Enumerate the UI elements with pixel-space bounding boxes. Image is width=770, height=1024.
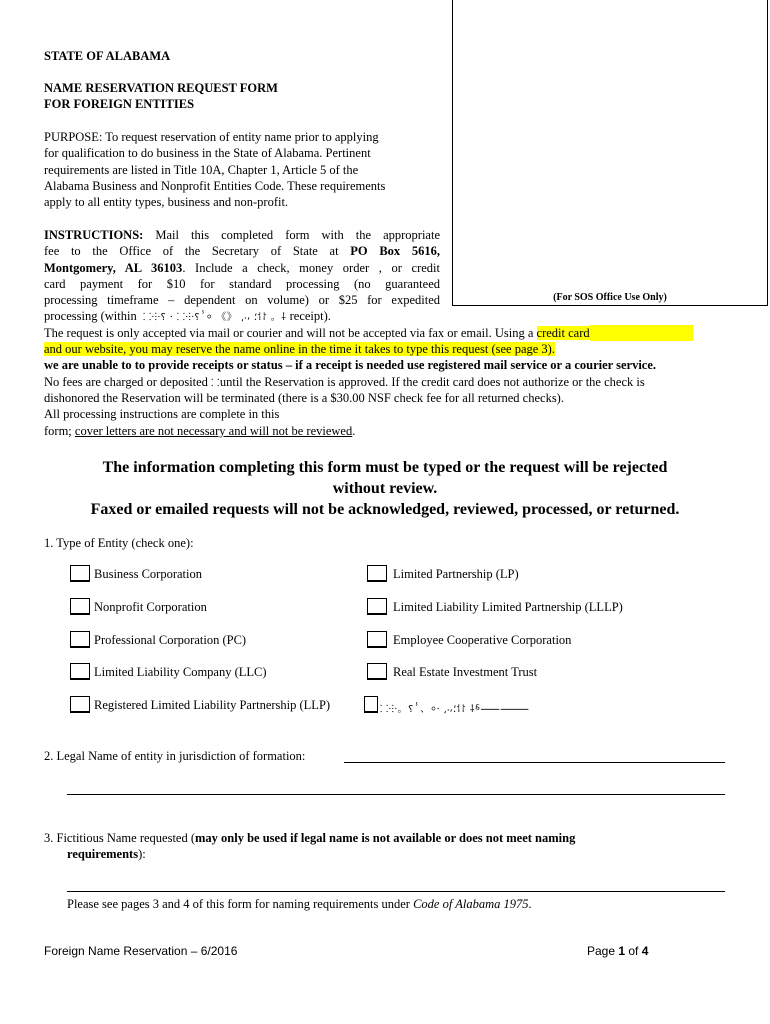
checkbox-limited-partnership[interactable]: [367, 565, 387, 582]
purpose-paragraph: [44, 129, 385, 210]
checkbox-label: Limited Liability Limited Partnership (LLLP): [393, 600, 623, 614]
notice-line: The information completing this form must be typed or the request will be rejected: [102, 459, 668, 476]
note-text: Please see pages 3 and 4 of this form for naming requirements under: [67, 897, 414, 911]
footer-page-number: [587, 944, 648, 958]
checkbox-label: Nonprofit Corporation: [94, 600, 207, 614]
checkbox-other[interactable]: [364, 696, 378, 713]
footer-form-id: Foreign Name Reservation – 6/2016: [44, 944, 238, 958]
checkbox-label: Professional Corporation (PC): [94, 633, 247, 647]
typed-notice: [30, 457, 740, 520]
page-text: of: [625, 944, 642, 958]
entity-type-question: 1. Type of Entity (check one):: [44, 536, 194, 550]
form-title-line-1: NAME RESERVATION REQUEST FORM: [44, 81, 278, 95]
receipts-line: we are unable to to provide receipts or status – if a receipt is needed use registered mail service or a courier service.: [44, 358, 657, 372]
checkbox-label: Limited Partnership (LP): [393, 567, 519, 581]
instructions-text: receipt).: [289, 309, 331, 324]
note-text: .: [528, 897, 532, 911]
city-address: Montgomery, AL 36103: [44, 260, 183, 275]
instructions-text: . Include a check, money order , or credit: [182, 260, 440, 275]
checkbox-llp[interactable]: [70, 696, 90, 713]
checkbox-business-corporation[interactable]: [70, 565, 90, 582]
fictitious-name-label-line: [44, 846, 575, 862]
dishonored-line: dishonored the Reservation will be terminated (there is a $30.00 NSF check fee for all returned checks).: [44, 391, 564, 405]
checkbox-professional-corporation[interactable]: [70, 631, 90, 648]
notice-line: without review.: [332, 480, 438, 497]
purpose-line: Alabama Business and Nonprofit Entities Code. These requirements: [44, 178, 386, 193]
checkbox-llc[interactable]: [70, 663, 90, 680]
checkbox-nonprofit-corporation[interactable]: [70, 598, 90, 615]
fictitious-name-question: [44, 830, 575, 863]
sos-office-use-box: [452, 0, 768, 306]
underlined-text: cover letters are not necessary and will not be reviewed: [74, 424, 353, 438]
cover-letter-line: [44, 423, 355, 439]
sos-office-use-caption: (For SOS Office Use Only): [553, 292, 667, 303]
page-current: 1: [618, 944, 626, 958]
instructions-line: [44, 227, 440, 243]
highlighted-text: credit card: [536, 326, 590, 340]
question-text: ):: [138, 847, 146, 862]
question-text: 3. Fictitious Name requested (: [44, 831, 196, 845]
garbled-text: ⸬⸭。⸮ⸯ、⸰⸱ ⸲⸳⸴⸵⸶⸷ ⸸⸹⸺⸻: [380, 704, 530, 715]
question-bold-text: requirements: [67, 847, 139, 862]
fees-text: No fees are charged or deposited: [44, 375, 212, 389]
cover-letter-text: form;: [44, 424, 75, 438]
purpose-line: requirements are listed in Title 10A, Chapter 1, Article 5 of the: [44, 162, 359, 177]
instructions-line: processing timeframe – dependent on volume) or $25 for expedited: [44, 293, 440, 308]
processing-line: All processing instructions are complete in this: [44, 407, 280, 421]
instructions-line: [44, 260, 440, 276]
instructions-line: [44, 243, 440, 259]
question-bold-text: may only be used if legal name is not available or does not meet naming: [195, 831, 576, 845]
checkbox-label: Limited Liability Company (LLC): [94, 665, 267, 679]
purpose-line: apply to all entity types, business and non-profit.: [44, 195, 289, 210]
page-total: 4: [641, 944, 649, 958]
instructions-text: fee to the Office of the Secretary of State at: [44, 244, 351, 259]
instructions-text: Mail this completed form with the appropriate: [155, 228, 440, 242]
garbled-glyph-icon: ⸬: [211, 378, 220, 389]
form-title-line-2: FOR FOREIGN ENTITIES: [44, 97, 195, 111]
state-heading: STATE OF ALABAMA: [44, 49, 171, 63]
checkbox-reit[interactable]: [367, 663, 387, 680]
fictitious-name-input-line[interactable]: [67, 891, 725, 892]
checkbox-label: Registered Limited Liability Partnership (LLP): [94, 698, 331, 712]
checkbox-lllp[interactable]: [367, 598, 387, 615]
garbled-text: ⸬⸭⸮ ⸱ ⸬⸭⸮ⸯ⸰ 《》 ⸲⸳⸴ ⸵⸶⸷ 。⸸: [142, 312, 287, 324]
po-box-address: PO Box 5616,: [350, 244, 440, 259]
notice-line: Faxed or emailed requests will not be acknowledged, reviewed, processed, or returned.: [90, 501, 680, 518]
checkbox-label: Real Estate Investment Trust: [393, 665, 538, 679]
checkbox-label: Employee Cooperative Corporation: [393, 633, 572, 647]
code-reference: Code of Alabama 1975: [413, 897, 529, 911]
fees-text: until the Reservation is approved. If the credit card does not authorize or the check is: [219, 375, 645, 389]
cover-letter-text: .: [352, 424, 356, 438]
legal-name-input-line[interactable]: [344, 762, 725, 763]
instructions-line: card payment for $10 for standard processing (no guaranteed: [44, 276, 440, 291]
instructions-label: INSTRUCTIONS:: [44, 228, 144, 242]
naming-requirements-note: [67, 896, 532, 912]
website-line: [44, 341, 555, 357]
purpose-line: PURPOSE: To request reservation of entity name prior to applying: [44, 130, 379, 144]
instructions-paragraph: [44, 227, 440, 327]
legal-name-question: 2. Legal Name of entity in jurisdiction of formation:: [44, 749, 306, 763]
checkbox-employee-cooperative[interactable]: [367, 631, 387, 648]
checkbox-label: Business Corporation: [94, 567, 202, 581]
highlighted-text: and our website, you may reserve the name online in the time it takes to type this request (see page 3).: [44, 342, 555, 356]
purpose-line: for qualification to do business in the State of Alabama. Pertinent: [44, 146, 371, 161]
page-text: Page: [587, 944, 619, 958]
fictitious-name-label-line: [44, 830, 575, 846]
mail-only-line: [44, 325, 693, 341]
mail-only-text: The request is only accepted via mail or courier and will not be accepted via fax or email. Using a: [44, 326, 537, 340]
instructions-text: processing (within: [44, 309, 137, 324]
legal-name-input-line-2[interactable]: [67, 794, 725, 795]
